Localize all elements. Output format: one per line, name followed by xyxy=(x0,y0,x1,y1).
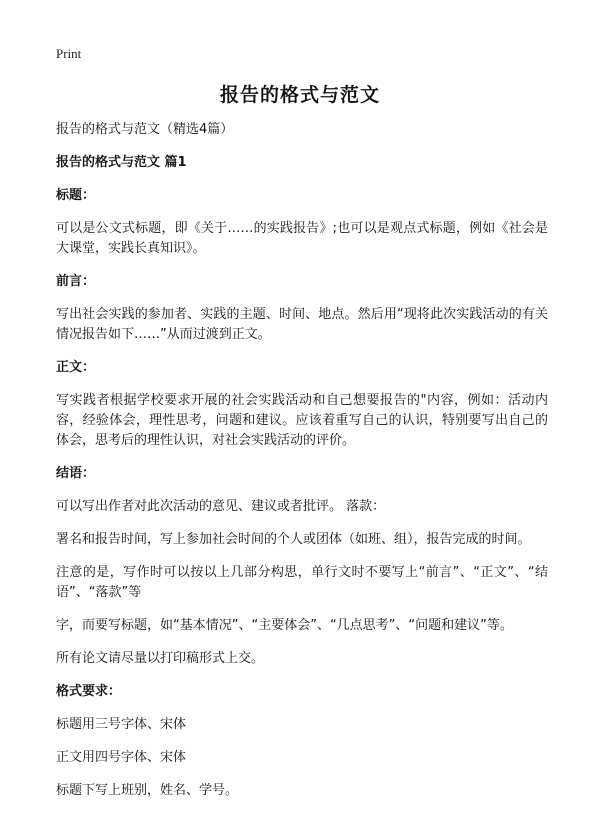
paragraph-body-font: 正文用四号字体、宋体 xyxy=(56,750,187,765)
paragraph-title-font: 标题用三号字体、宋体 xyxy=(56,717,187,732)
paragraph-note: 注意的是，写作时可以按以上几部分构思，单行文时不要写上“前言”、“正文”、“结语”、“落款”等 xyxy=(56,565,548,600)
paragraph-conclusion: 可以写出作者对此次活动的意见、建议或者批评。 落款： xyxy=(56,499,386,514)
paragraph-note-continued: 字，而要写标题，如“基本情况”、“主要体会”、“几点思考”、“问题和建议”等。 xyxy=(56,618,513,633)
paragraph-body: 写实践者根据学校要求开展的社会实践活动和自己想要报告的"内容，例如：活动内容，经验体会，理性思考，问题和建议。应该着重写自己的认识，特别要写出自己的体会，思考后的理性认识，对社会实践活动的评价。 xyxy=(56,393,548,448)
document-title: 报告的格式与范文 xyxy=(219,84,380,106)
paragraph-preface: 写出社会实践的参加者、实践的主题、时间、地点。然后用“现将此次实践活动的有关情况报告如下……”从而过渡到正文。 xyxy=(56,307,548,342)
paragraph-title-desc: 可以是公文式标题，即《关于……的实践报告》;也可以是观点式标题，例如《社会是大课堂，实践长真知识》。 xyxy=(56,221,548,256)
document-subtitle: 报告的格式与范文（精选4篇） xyxy=(56,122,234,137)
heading-format-requirements: 格式要求： xyxy=(56,684,122,699)
heading-title: 标题： xyxy=(56,188,96,203)
heading-conclusion: 结语： xyxy=(56,466,96,481)
section-heading: 报告的格式与范文 篇1 xyxy=(56,155,187,170)
heading-preface: 前言： xyxy=(56,274,96,289)
print-link[interactable]: Print xyxy=(56,46,82,61)
heading-body: 正文： xyxy=(56,360,96,375)
paragraph-author-info: 标题下写上班别，姓名、学号。 xyxy=(56,783,239,798)
paragraph-signature: 署名和报告时间，写上参加社会时间的个人或团体（如班、组），报告完成的时间。 xyxy=(56,532,531,547)
document-body xyxy=(56,120,548,814)
paragraph-submission: 所有论文请尽量以打印稿形式上交。 xyxy=(56,651,265,666)
